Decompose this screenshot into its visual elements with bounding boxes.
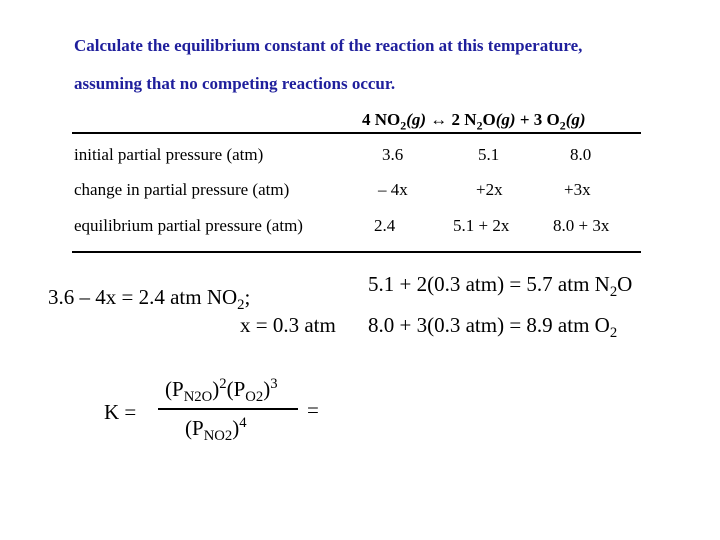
row-change-label: change in partial pressure (atm) bbox=[74, 180, 290, 199]
fraction-bar bbox=[158, 408, 298, 410]
k-equals: = bbox=[307, 398, 319, 422]
no2-equation: 3.6 – 4x = 2.4 atm $NO_2$; bbox=[48, 285, 251, 314]
row-equilibrium-no2: 2.4 bbox=[374, 216, 396, 235]
product-o2: 3 $O_2(g)$ bbox=[533, 110, 586, 133]
row-initial-o2: 8.0 bbox=[570, 145, 592, 164]
k-label: K = bbox=[104, 400, 137, 424]
equilibrium-arrow: ↔ bbox=[426, 110, 452, 129]
k-denominator: $(P_{NO2})^4$ bbox=[185, 415, 247, 445]
row-change-n2o: +2x bbox=[476, 180, 503, 199]
n2o-result: 5.1 + 2(0.3 atm) = 5.7 atm $N_2O$ bbox=[368, 272, 633, 301]
row-equilibrium-n2o: 5.1 + 2x bbox=[453, 216, 510, 235]
o2-result: 8.0 + 3(0.3 atm) = 8.9 atm $O_2$ bbox=[368, 313, 618, 342]
row-change-o2: +3x bbox=[564, 180, 591, 199]
row-equilibrium-label: equilibrium partial pressure (atm) bbox=[74, 216, 303, 235]
product-n2o: 2 $N_2O(g)$ bbox=[451, 110, 516, 133]
question-line-2: assuming that no competing reactions occur. bbox=[74, 74, 396, 93]
k-numerator: $(P_{N2O})^2(P_{O2})^3$ bbox=[165, 376, 278, 406]
row-initial-n2o: 5.1 bbox=[478, 145, 500, 164]
table-bottom-rule bbox=[72, 251, 641, 253]
table-top-rule bbox=[72, 132, 641, 134]
reactant-no2: 4 $NO_2(g)$ bbox=[362, 110, 427, 133]
reaction-equation: 4 $NO_2(g)$ ↔ 2 $N_2O(g) + 3$ $O_2(g)$ bbox=[362, 110, 586, 133]
row-initial-no2: 3.6 bbox=[382, 145, 404, 164]
question-line-1: Calculate the equilibrium constant of the reaction at this temperature, bbox=[74, 36, 583, 55]
x-solution: x = 0.3 atm bbox=[240, 313, 336, 337]
row-equilibrium-o2: 8.0 + 3x bbox=[553, 216, 610, 235]
row-change-no2: – 4x bbox=[378, 180, 408, 199]
row-initial-label: initial partial pressure (atm) bbox=[74, 145, 264, 164]
